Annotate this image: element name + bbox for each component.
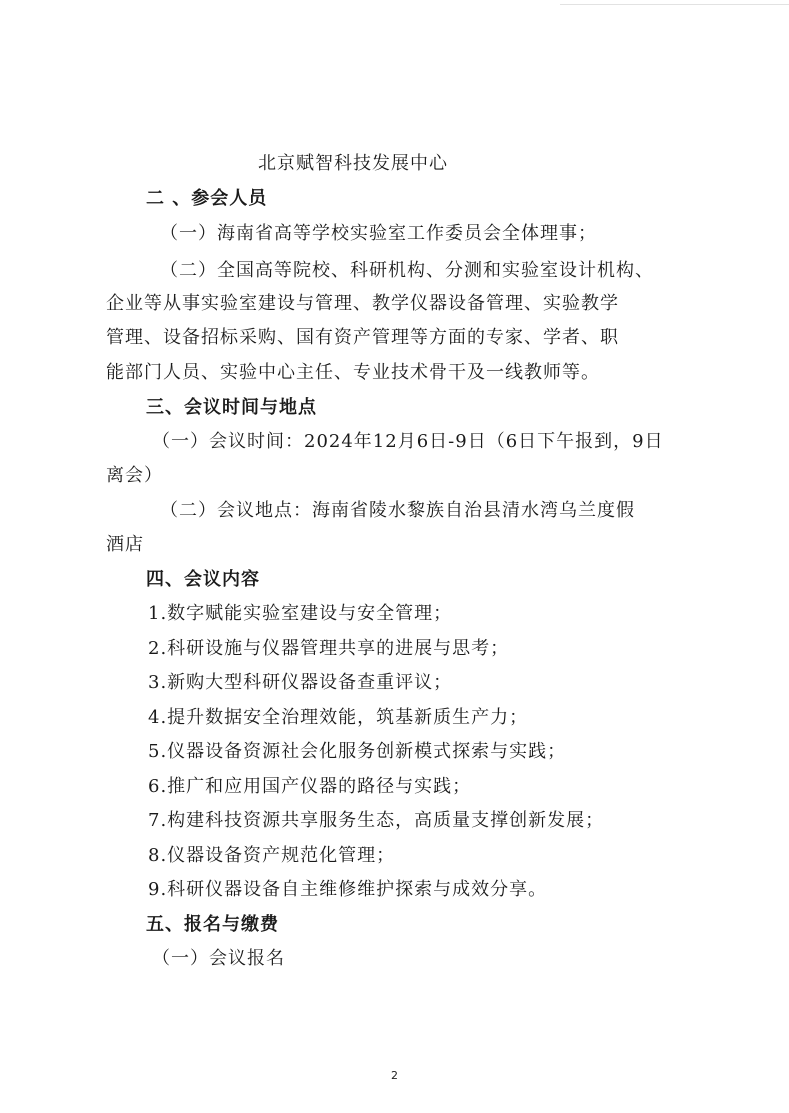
content-item: 1.数字赋能实验室建设与安全管理； <box>148 603 453 624</box>
meeting-time-line: 离会） <box>106 465 163 486</box>
attendee-item-2-line: 能部门人员、实验中心主任、专业技术骨干及一线教师等。 <box>106 362 600 383</box>
attendee-item-2-line: （二）全国高等院校、科研机构、分测和实验室设计机构、 <box>160 260 654 281</box>
scan-edge-line <box>560 4 789 5</box>
section-heading-registration: 五、报名与缴费 <box>146 914 279 935</box>
attendee-item-2-line: 管理、设备招标采购、国有资产管理等方面的专家、学者、职 <box>106 327 619 348</box>
meeting-place-line: 酒店 <box>106 534 144 555</box>
content-item: 2.科研设施与仪器管理共享的进展与思考； <box>148 638 510 659</box>
section-heading-content: 四、会议内容 <box>146 569 260 590</box>
page-number: 2 <box>391 1069 398 1082</box>
section-heading-attendees: 二 、参会人员 <box>146 188 268 209</box>
registration-subheading: （一）会议报名 <box>152 948 285 969</box>
content-item: 7.构建科技资源共享服务生态，高质量支撑创新发展； <box>148 810 605 831</box>
meeting-place-line: （二）会议地点：海南省陵水黎族自治县清水湾乌兰度假 <box>160 500 635 521</box>
attendee-item-1: （一）海南省高等学校实验室工作委员会全体理事； <box>160 223 597 244</box>
content-item: 9.科研仪器设备自主维修维护探索与成效分享。 <box>148 879 548 900</box>
content-item: 8.仪器设备资产规范化管理； <box>148 845 396 866</box>
content-item: 3.新购大型科研仪器设备查重评议； <box>148 672 453 693</box>
section-heading-time-place: 三、会议时间与地点 <box>146 397 317 418</box>
content-item: 4.提升数据安全治理效能，筑基新质生产力； <box>148 707 529 728</box>
organizer-name: 北京赋智科技发展中心 <box>258 153 448 174</box>
meeting-time-line: （一）会议时间：2024年12月6日-9日（6日下午报到，9日 <box>152 431 664 452</box>
content-item: 6.推广和应用国产仪器的路径与实践； <box>148 776 472 797</box>
content-item: 5.仪器设备资源社会化服务创新模式探索与实践； <box>148 741 567 762</box>
attendee-item-2-line: 企业等从事实验室建设与管理、教学仪器设备管理、实验教学 <box>106 293 619 314</box>
